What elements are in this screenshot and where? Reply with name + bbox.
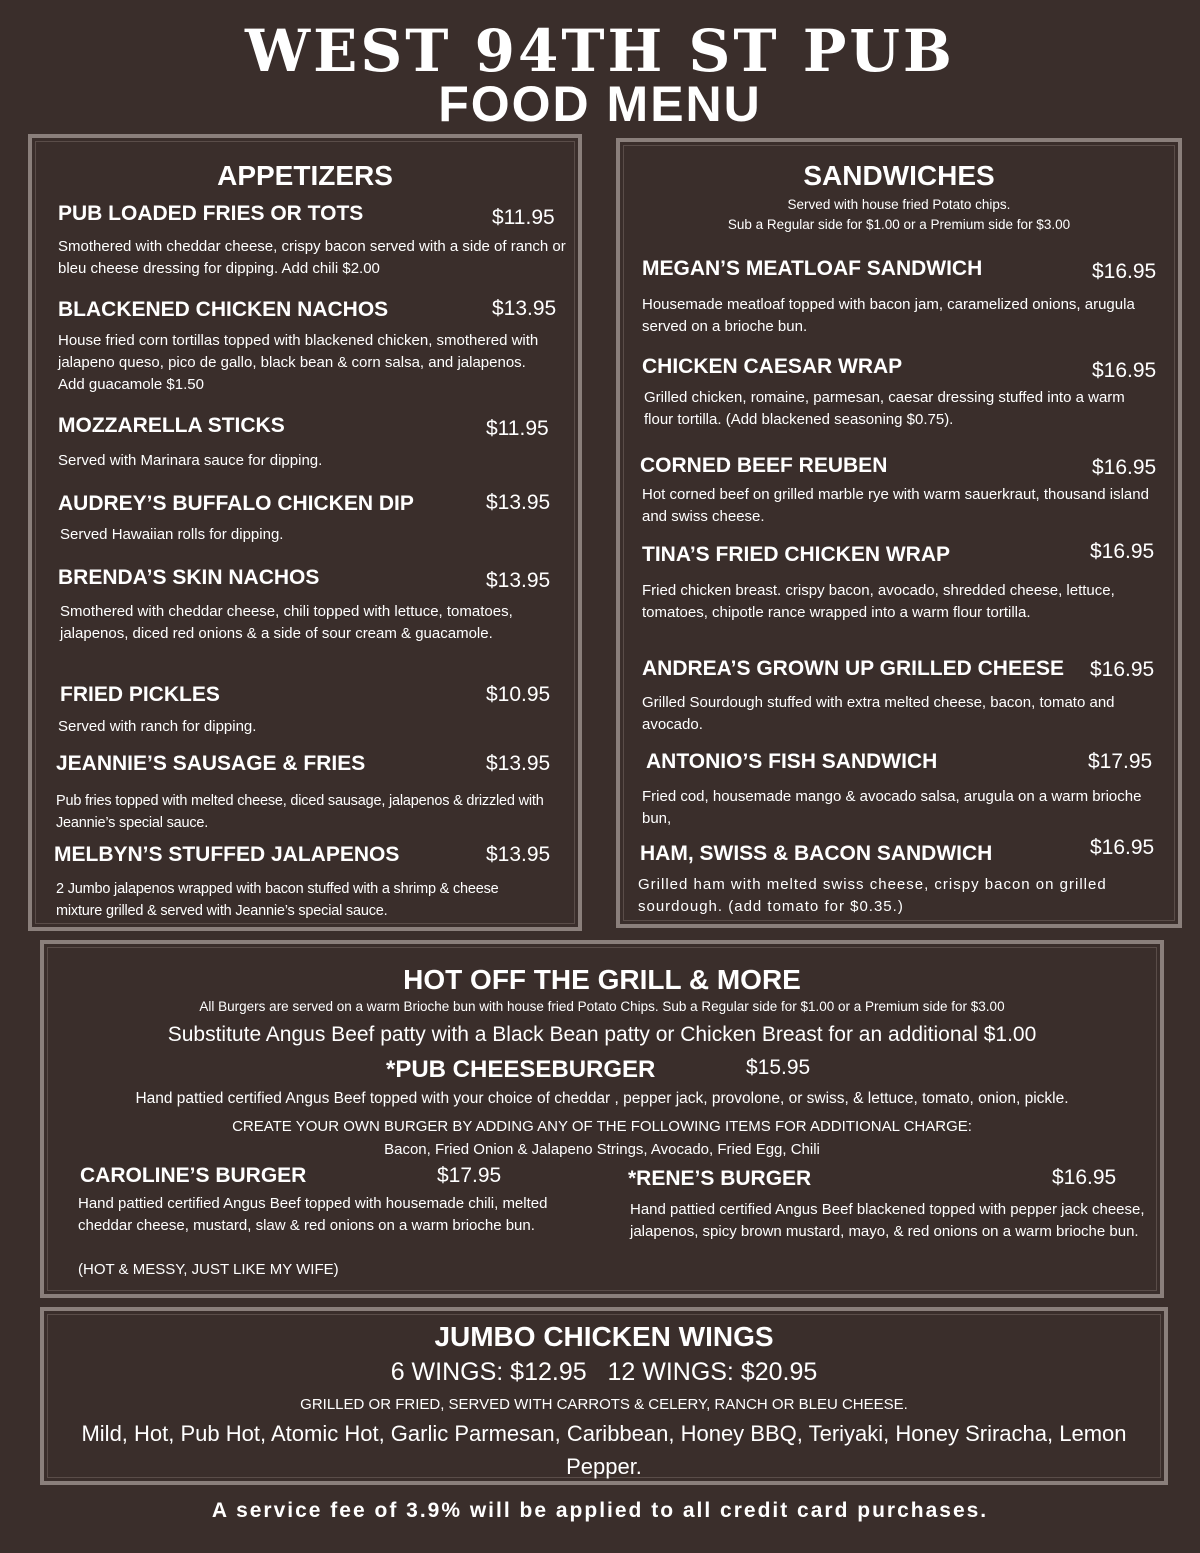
item-name: AUDREY’S BUFFALO CHICKEN DIP bbox=[58, 492, 414, 515]
sandwiches-section bbox=[616, 138, 1182, 928]
item-desc: Fried cod, housemade mango & avocado salsa, arugula on a warm brioche bun, bbox=[642, 788, 1142, 827]
wings-title: JUMBO CHICKEN WINGS bbox=[434, 1321, 774, 1352]
sandwiches-note: Sub a Regular side for $1.00 or a Premium side for $3.00 bbox=[727, 217, 1071, 232]
item-price: $13.95 bbox=[486, 843, 551, 866]
wings-prices: 6 WINGS: $12.95 12 WINGS: $20.95 bbox=[390, 1358, 818, 1386]
appetizers-title: APPETIZERS bbox=[217, 160, 393, 191]
item-desc: Grilled Sourdough stuffed with extra melted cheese, bacon, tomato and avocado. bbox=[642, 694, 1115, 733]
item-name: TINA’S FRIED CHICKEN WRAP bbox=[642, 543, 951, 566]
item-price: $16.95 bbox=[1092, 359, 1157, 382]
item-desc: Grilled ham with melted swiss cheese, crispy bacon on grilled sourdough. (add tomato for $0.35.) bbox=[638, 876, 1107, 915]
create-burger-note: CREATE YOUR OWN BURGER BY ADDING ANY OF THE FOLLOWING ITEMS FOR ADDITIONAL CHARGE: bbox=[232, 1118, 972, 1135]
create-burger-options: Bacon, Fried Onion & Jalapeno Strings, Avocado, Fried Egg, Chili bbox=[384, 1141, 820, 1158]
item-name: JEANNIE’S SAUSAGE & FRIES bbox=[56, 752, 366, 775]
item-name: HAM, SWISS & BACON SANDWICH bbox=[640, 842, 993, 865]
item-name: ANDREA’S GROWN UP GRILLED CHEESE bbox=[642, 657, 1064, 680]
item-desc: Hand pattied certified Angus Beef topped with your choice of cheddar , pepper jack, provolone, or swiss, & lettuce, tomato, onion, pickle. bbox=[135, 1090, 1069, 1107]
service-fee-note: A service fee of 3.9% will be applied to all credit card purchases. bbox=[211, 1499, 989, 1522]
item-desc: Served with Marinara sauce for dipping. bbox=[58, 452, 323, 469]
item-desc: 2 Jumbo jalapenos wrapped with bacon stuffed with a shrimp & cheese mixture grilled & served with Jeannie’s special sauce. bbox=[56, 881, 499, 919]
item-price: $11.95 bbox=[486, 417, 549, 440]
grill-note: All Burgers are served on a warm Brioche bun with house fried Potato Chips. Sub a Regular side for $1.00 or a Premium side for $3.00 bbox=[199, 999, 1005, 1014]
menu-title: FOOD MENU bbox=[438, 76, 762, 132]
item-price: $15.95 bbox=[746, 1056, 811, 1079]
item-desc: Hand pattied certified Angus Beef topped with housemade chili, melted cheddar cheese, mustard, slaw & red onions on a warm brioche bun. bbox=[78, 1195, 548, 1234]
item-price: $13.95 bbox=[492, 297, 557, 320]
item-name: *RENE’S BURGER bbox=[628, 1167, 812, 1190]
item-name: CORNED BEEF REUBEN bbox=[640, 454, 888, 477]
item-price: $16.95 bbox=[1090, 658, 1155, 681]
item-desc: Hot corned beef on grilled marble rye with warm sauerkraut, thousand island and swiss cheese. bbox=[642, 486, 1149, 525]
item-price: $16.95 bbox=[1090, 836, 1155, 859]
item-price: $13.95 bbox=[486, 752, 551, 775]
item-name: BLACKENED CHICKEN NACHOS bbox=[58, 298, 389, 321]
sandwiches-note: Served with house fried Potato chips. bbox=[787, 197, 1011, 212]
item-desc: Fried chicken breast. crispy bacon, avocado, shredded cheese, lettuce, tomatoes, chipotle rance wrapped into a warm flour tortilla. bbox=[642, 582, 1115, 621]
item-name: PUB LOADED FRIES OR TOTS bbox=[58, 202, 364, 225]
item-desc: Housemade meatloaf topped with bacon jam, caramelized onions, arugula served on a brioche bun. bbox=[642, 296, 1135, 335]
item-price: $10.95 bbox=[486, 683, 551, 706]
item-name: *PUB CHEESEBURGER bbox=[386, 1056, 656, 1083]
item-name: MEGAN’S MEATLOAF SANDWICH bbox=[642, 257, 983, 280]
sandwiches-title: SANDWICHES bbox=[803, 160, 995, 191]
item-desc: Hand pattied certified Angus Beef blackened topped with pepper jack cheese, jalapenos, spicy brown mustard, mayo, & red onions on a warm brioche bun. bbox=[630, 1201, 1145, 1240]
item-name: ANTONIO’S FISH SANDWICH bbox=[646, 750, 938, 773]
item-name: CHICKEN CAESAR WRAP bbox=[642, 355, 903, 378]
item-price: $11.95 bbox=[492, 206, 555, 229]
item-name: MOZZARELLA STICKS bbox=[58, 414, 285, 437]
item-price: $16.95 bbox=[1052, 1166, 1117, 1189]
grill-substitute-note: Substitute Angus Beef patty with a Black Bean patty or Chicken Breast for an additional $1.00 bbox=[167, 1023, 1037, 1046]
item-name: MELBYN’S STUFFED JALAPENOS bbox=[54, 843, 400, 866]
appetizers-section bbox=[28, 134, 582, 931]
item-name: FRIED PICKLES bbox=[60, 683, 220, 706]
pub-name: WEST 94TH ST PUB bbox=[245, 17, 955, 85]
wings-note: GRILLED OR FRIED, SERVED WITH CARROTS & CELERY, RANCH OR BLEU CHEESE. bbox=[300, 1396, 908, 1413]
item-price: $16.95 bbox=[1092, 456, 1157, 479]
item-note: (HOT & MESSY, JUST LIKE MY WIFE) bbox=[78, 1261, 339, 1278]
item-desc: Smothered with cheddar cheese, crispy bacon served with a side of ranch or bleu cheese dressing for dipping. Add chili $2.00 bbox=[58, 238, 566, 277]
item-price: $13.95 bbox=[486, 491, 551, 514]
item-price: $16.95 bbox=[1090, 540, 1155, 563]
item-desc: Served with ranch for dipping. bbox=[58, 718, 257, 735]
item-price: $16.95 bbox=[1092, 260, 1157, 283]
item-price: $17.95 bbox=[437, 1164, 502, 1187]
wings-section bbox=[40, 1307, 1168, 1485]
grill-section bbox=[40, 940, 1164, 1298]
item-price: $13.95 bbox=[486, 569, 551, 592]
grill-title: HOT OFF THE GRILL & MORE bbox=[403, 964, 801, 995]
item-desc: Grilled chicken, romaine, parmesan, caesar dressing stuffed into a warm flour tortilla. (Add blackened seasoning $0.75). bbox=[644, 389, 1125, 428]
item-name: CAROLINE’S BURGER bbox=[80, 1164, 307, 1187]
item-desc: House fried corn tortillas topped with blackened chicken, smothered with jalapeno queso, pico de gallo, black bean & corn salsa, and jalapenos. Add guacamole $1.50 bbox=[58, 332, 539, 393]
item-desc: Pub fries topped with melted cheese, diced sausage, jalapenos & drizzled with Jeannie’s special sauce. bbox=[56, 793, 544, 831]
item-name: BRENDA’S SKIN NACHOS bbox=[58, 566, 320, 589]
item-desc: Served Hawaiian rolls for dipping. bbox=[60, 526, 284, 543]
wings-flavors: Mild, Hot, Pub Hot, Atomic Hot, Garlic Parmesan, Caribbean, Honey BBQ, Teriyaki, Honey Sriracha, Lemon Pepper. bbox=[81, 1421, 1127, 1479]
item-price: $17.95 bbox=[1088, 750, 1153, 773]
item-desc: Smothered with cheddar cheese, chili topped with lettuce, tomatoes, jalapenos, diced red onions & a side of sour cream & guacamole. bbox=[60, 603, 513, 642]
